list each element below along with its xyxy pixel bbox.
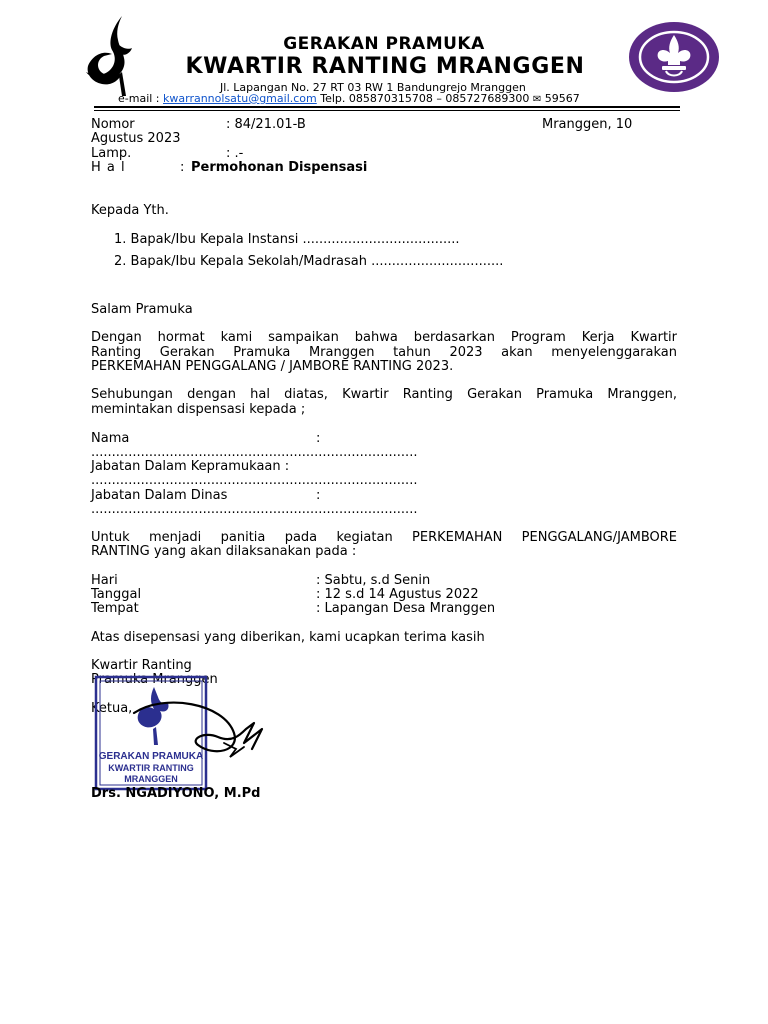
jabatan-pramuka-label: Jabatan Dalam Kepramukaan : [91, 459, 290, 474]
hal-label: H a l [91, 160, 126, 175]
envelope-icon: ✉ [532, 94, 542, 105]
signature-org-line2: Pramuka Mranggen [91, 672, 218, 687]
para1-line3: PERKEMAHAN PENGGALANG / JAMBORE RANTING 2023. [91, 359, 454, 374]
tempat-value: : Lapangan Desa Mranggen [316, 601, 496, 616]
salutation: Salam Pramuka [91, 302, 193, 317]
hal-colon: : [180, 160, 185, 175]
hari-value: : Sabtu, s.d Senin [316, 573, 431, 588]
para3-line2: RANTING yang akan dilaksanakan pada : [91, 544, 357, 559]
tempat-label: Tempat [91, 601, 139, 616]
recipient-item-1: 1. Bapak/Ibu Kepala Instansi ...................................... [114, 232, 460, 247]
tunas-kelapa-logo-icon [82, 14, 138, 98]
official-stamp-icon [94, 673, 272, 797]
email-link[interactable]: kwarrannolsatu@gmail.com [163, 92, 317, 105]
jabatan-dinas-colon: : [316, 488, 321, 503]
stamp-text-3: MRANGGEN [124, 774, 178, 784]
place-date-line2: Agustus 2023 [91, 131, 181, 146]
tanggal-label: Tanggal [91, 587, 142, 602]
para3-line1: Untuk menjadi panitia pada kegiatan PERKEMAHAN PENGGALANG/JAMBORE [91, 530, 677, 545]
nama-colon: : [316, 431, 321, 446]
closing-text: Atas disepensasi yang diberikan, kami ucapkan terima kasih [91, 630, 485, 645]
header-rule-thin [94, 110, 680, 111]
contact-line [118, 92, 580, 105]
nama-dots: ............................................................................... [91, 445, 418, 460]
recipient-item-2: 2. Bapak/Ibu Kepala Sekolah/Madrasah ................................ [114, 254, 504, 269]
signature-role: Ketua, [91, 701, 133, 716]
stamp-text-1: GERAKAN PRAMUKA [98, 751, 204, 762]
para1-line2: Ranting Gerakan Pramuka Mranggen tahun 2023 akan menyelenggarakan [91, 345, 677, 360]
org-main-title: KWARTIR RANTING MRANGGEN [185, 54, 585, 79]
para1-line1: Dengan hormat kami sampaikan bahwa berdasarkan Program Kerja Kwartir [91, 330, 677, 345]
org-top-title: GERAKAN PRAMUKA [283, 34, 485, 54]
tanggal-value: : 12 s.d 14 Agustus 2022 [316, 587, 479, 602]
address-line: Jl. Lapangan No. 27 RT 03 RW 1 Bandungrejo Mranggen [220, 81, 526, 94]
para2-line1: Sehubungan dengan hal diatas, Kwartir Ranting Gerakan Pramuka Mranggen, [91, 387, 677, 402]
para2-line2: memintakan dispensasi kepada ; [91, 402, 306, 417]
nomor-value: : 84/21.01-B [226, 117, 306, 132]
hari-label: Hari [91, 573, 118, 588]
jabatan-dinas-dots: ............................................................................... [91, 502, 418, 517]
lamp-label: Lamp. [91, 146, 132, 161]
nomor-label: Nomor [91, 117, 135, 132]
email-label: e-mail : [118, 92, 160, 105]
nama-label: Nama [91, 431, 130, 446]
postal-code: 59567 [544, 92, 580, 105]
signature-org-line1: Kwartir Ranting [91, 658, 192, 673]
scout-emblem-icon [628, 21, 720, 93]
jabatan-pramuka-dots: ............................................................................... [91, 473, 418, 488]
greeting: Kepada Yth. [91, 203, 169, 218]
jabatan-dinas-label: Jabatan Dalam Dinas [91, 488, 228, 503]
hal-value: Permohonan Dispensasi [191, 160, 368, 175]
signatory-name: Drs. NGADIYONO, M.Pd [91, 786, 261, 801]
phone-text: Telp. 085870315708 – 085727689300 [320, 92, 530, 105]
place-date-line1: Mranggen, 10 [542, 117, 633, 132]
lamp-value: : .- [226, 146, 244, 161]
header-rule-thick [94, 106, 680, 108]
stamp-text-2: KWARTIR RANTING [108, 763, 194, 773]
